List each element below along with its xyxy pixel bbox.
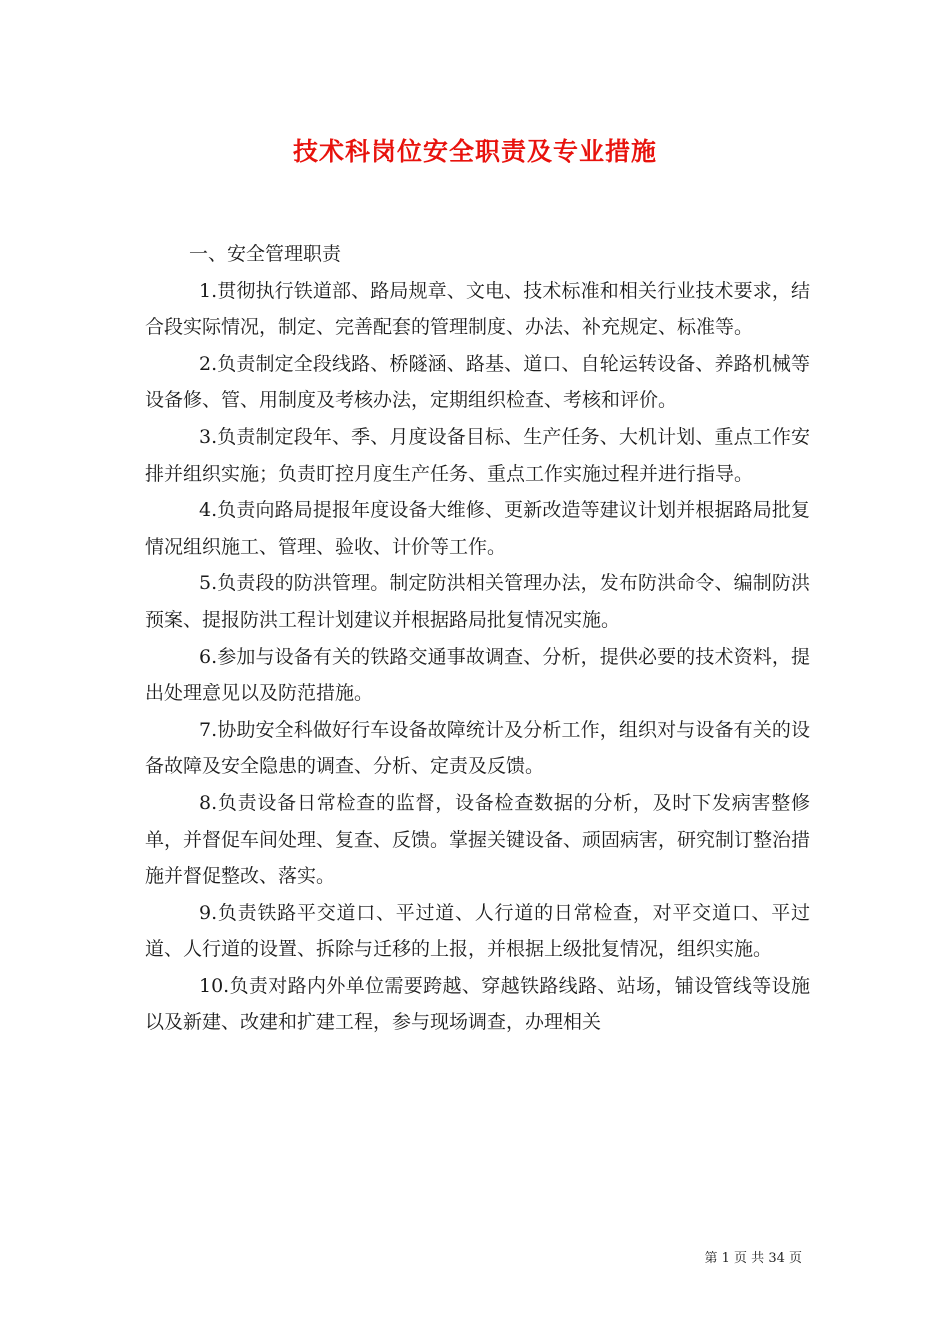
- duty-item-9: 9.负责铁路平交道口、平过道、人行道的日常检查，对平交道口、平过道、人行道的设置、拆除与迁移的上报，并根据上级批复情况，组织实施。: [145, 901, 810, 961]
- duty-item-10: 10.负责对路内外单位需要跨越、穿越铁路线路、站场，铺设管线等设施以及新建、改建和扩建工程，参与现场调查，办理相关: [145, 974, 810, 1034]
- page-number: 第 1 页 共 34 页: [704, 1251, 802, 1266]
- duty-item-5: 5.负责段的防洪管理。制定防洪相关管理办法，发布防洪命令、编制防洪预案、提报防洪工程计划建议并根据路局批复情况实施。: [145, 572, 810, 631]
- duty-item-4: 4.负责向路局提报年度设备大维修、更新改造等建议计划并根据路局批复情况组织施工、管理、验收、计价等工作。: [145, 499, 810, 558]
- duty-item-3: 3.负责制定段年、季、月度设备目标、生产任务、大机计划、重点工作安排并组织实施；负责盯控月度生产任务、重点工作实施过程并进行指导。: [145, 425, 810, 485]
- duty-item-2: 2.负责制定全段线路、桥隧涵、路基、道口、自轮运转设备、养路机械等设备修、管、用制度及考核办法，定期组织检查、考核和评价。: [145, 352, 810, 412]
- duty-item-6: 6.参加与设备有关的铁路交通事故调查、分析，提供必要的技术资料，提出处理意见以及防范措施。: [145, 645, 810, 705]
- duty-item-8: 8.负责设备日常检查的监督，设备检查数据的分析，及时下发病害整修单，并督促车间处理、复查、反馈。掌握关键设备、顽固病害，研究制订整治措施并督促整改、落实。: [145, 791, 811, 888]
- duty-item-1: 1.贯彻执行铁道部、路局规章、文电、技术标准和相关行业技术要求，结合段实际情况，制定、完善配套的管理制度、办法、补充规定、标准等。: [145, 279, 810, 339]
- duty-item-7: 7.协助安全科做好行车设备故障统计及分析工作，组织对与设备有关的设备故障及安全隐患的调查、分析、定责及反馈。: [145, 718, 810, 778]
- section-heading: 一、安全管理职责: [189, 243, 342, 265]
- document-body: [145, 236, 810, 1041]
- document-title: 技术科岗位安全职责及专业措施: [292, 137, 657, 166]
